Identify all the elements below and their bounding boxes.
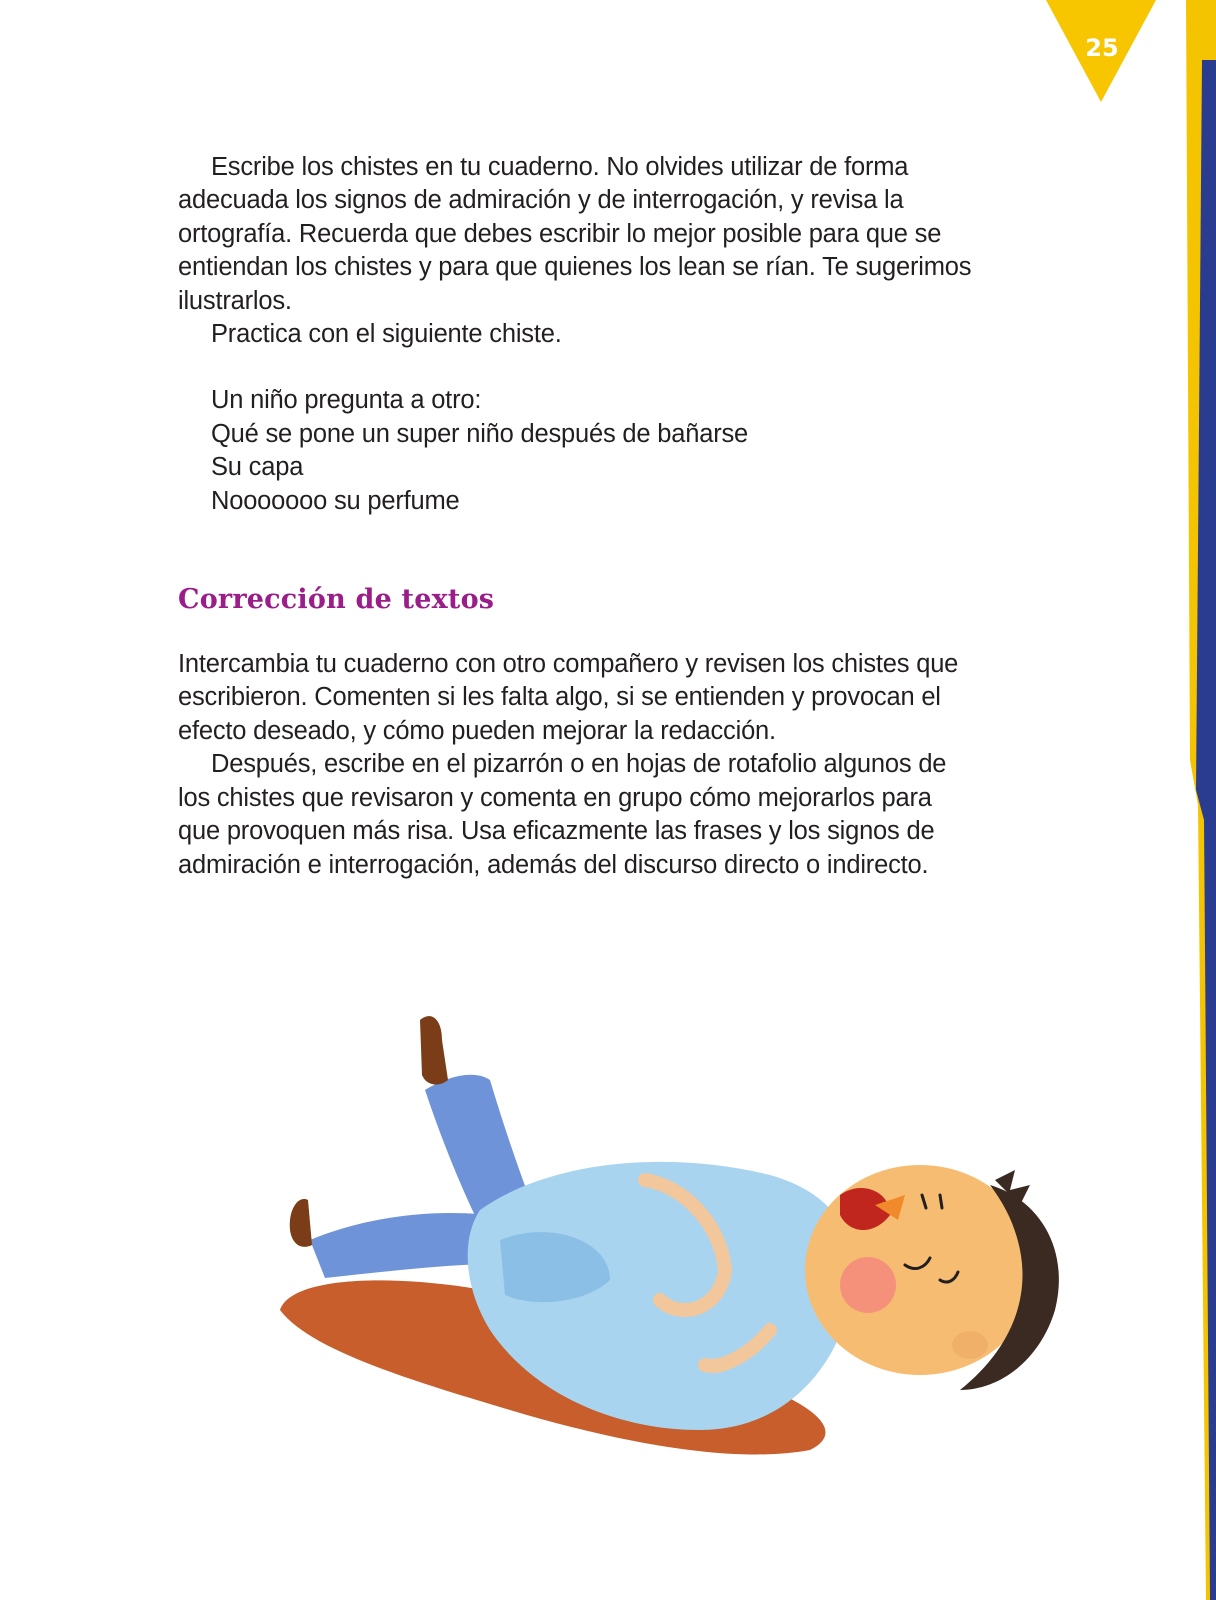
joke-block: [178, 384, 978, 518]
page-edge-decoration: [1116, 0, 1216, 1600]
section-heading: Corrección de textos: [178, 584, 495, 616]
intro-paragraph: Escribe los chistes en tu cuaderno. No olvides utilizar de forma adecuada los signos de admiración y de interrogación, y revisa la ortografía. Recuerda que debes escribir lo mejor posible para que se entiendan los chistes y para que quienes los lean se rían. Te sugerimos ilustrarlos.: [178, 153, 972, 315]
page-number: 25: [1085, 34, 1119, 62]
laughing-boy-illustration: [250, 1010, 1080, 1490]
intro-practice-line: Practica con el siguiente chiste.: [211, 320, 562, 349]
joke-line: Su capa: [211, 453, 304, 482]
joke-line: Un niño pregunta a otro:: [211, 386, 482, 415]
page-content: [178, 151, 978, 882]
section-body: [178, 648, 978, 882]
joke-line: Qué se pone un super niño después de bañarse: [211, 419, 749, 448]
section-paragraph: Después, escribe en el pizarrón o en hojas de rotafolio algunos de los chistes que revisaron y comenta en grupo cómo mejorarlos para que provoquen más risa. Usa eficazmente las frases y los signos de admiración e interrogación, además del discurso directo o indirecto.: [178, 750, 947, 879]
section-paragraph: Intercambia tu cuaderno con otro compañero y revisen los chistes que escribieron. Comenten si les falta algo, si se entienden y provocan el efecto deseado, y cómo pueden mejorar la redacción.: [178, 650, 959, 745]
joke-line: Nooooooo su perfume: [211, 486, 460, 515]
